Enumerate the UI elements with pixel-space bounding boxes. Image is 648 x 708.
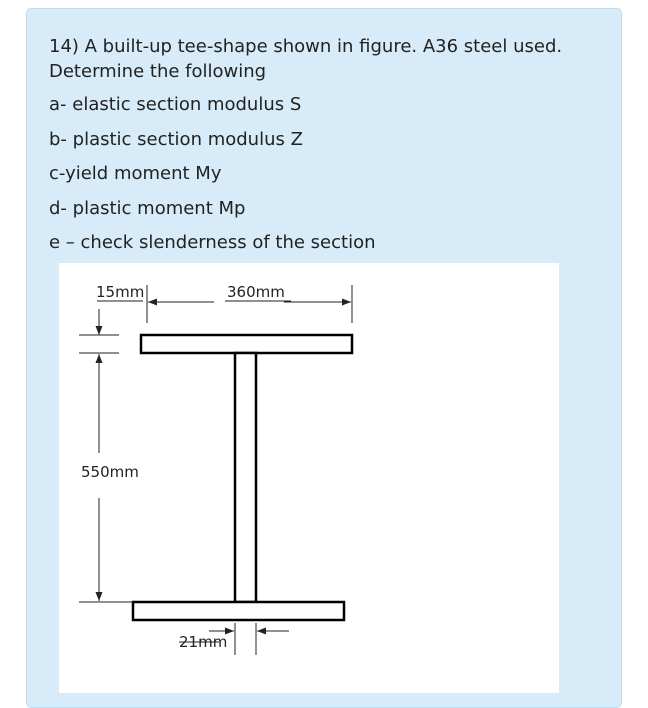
- top-flange: [141, 335, 352, 353]
- flange-width-label: 360mm: [227, 283, 285, 301]
- web-height-label: 550mm: [81, 463, 139, 481]
- web-thickness-label: 21mm: [179, 633, 228, 651]
- part-e: e – check slenderness of the section: [49, 232, 376, 253]
- question-text: 14) A built-up tee-shape shown in figure. A36 steel used. Determine the following: [49, 36, 563, 82]
- bottom-flange: [133, 602, 344, 620]
- part-a: a- elastic section modulus S: [49, 94, 302, 115]
- section-figure: [59, 263, 559, 693]
- flange-width-dimension: [147, 283, 352, 323]
- question-card: [26, 8, 622, 708]
- flange-thickness-label: 15mm: [96, 283, 145, 301]
- flange-thickness-dimension: [79, 283, 144, 353]
- web-height-dimension: [79, 354, 139, 602]
- section-drawing: [59, 263, 559, 693]
- part-d: d- plastic moment Mp: [49, 198, 246, 219]
- part-c: c-yield moment My: [49, 163, 222, 184]
- web: [235, 353, 256, 602]
- web-thickness-dimension: [179, 623, 289, 655]
- part-b: b- plastic section modulus Z: [49, 129, 303, 150]
